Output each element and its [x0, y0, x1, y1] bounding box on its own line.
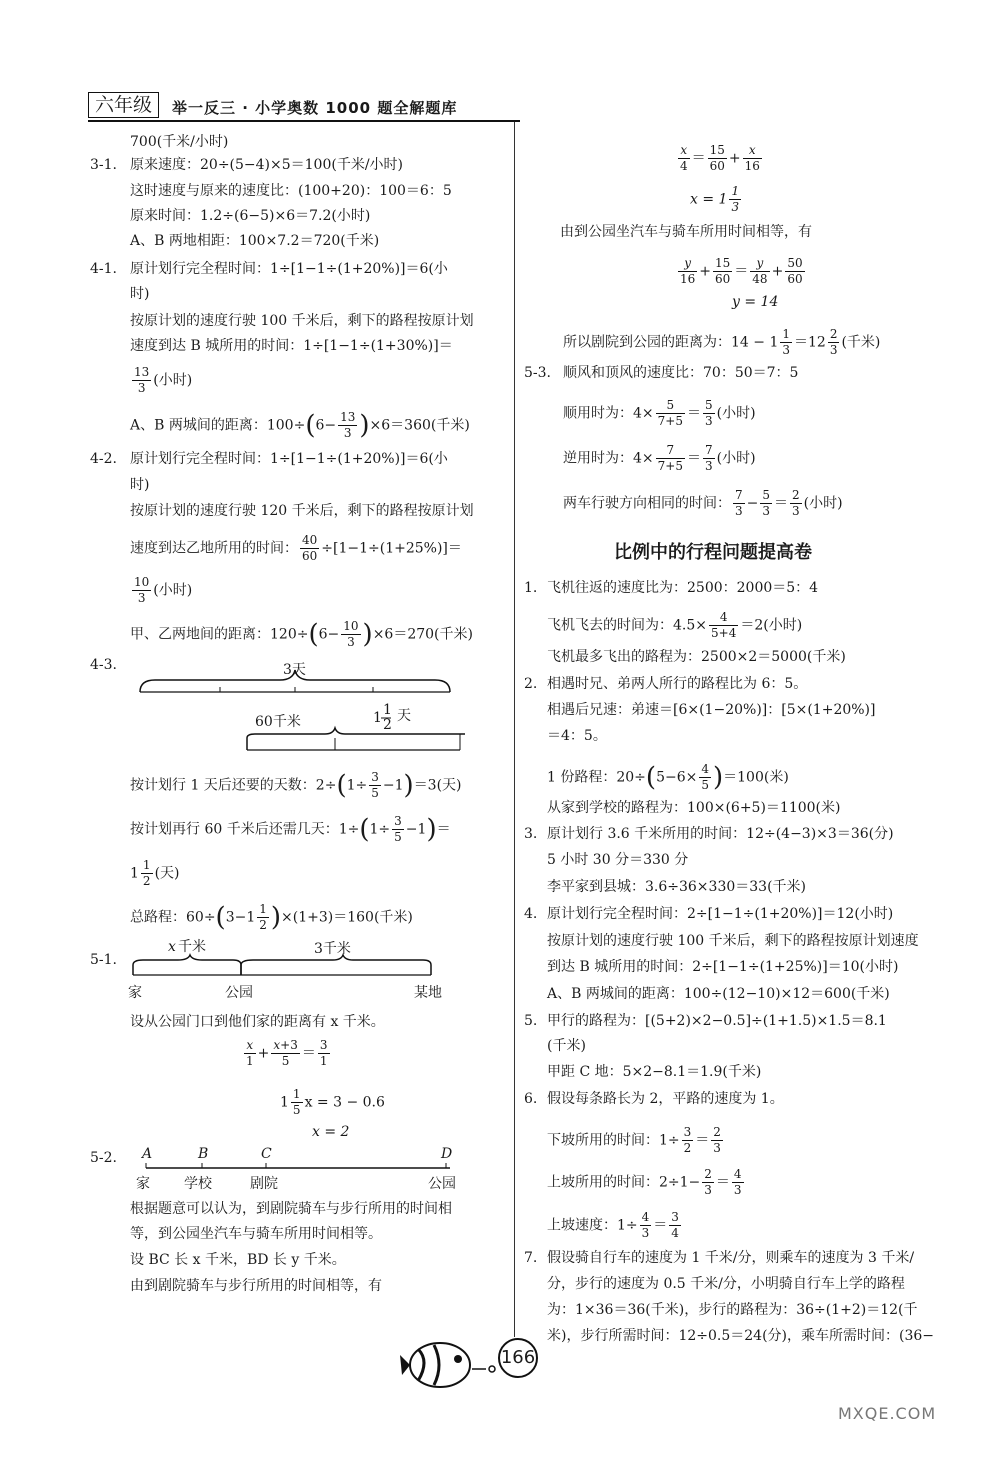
- fraction: $\frac{y}{48}$: [752, 256, 768, 286]
- problem-number: 5-3.: [524, 365, 551, 381]
- solution-line: 按计划行 1 天后还要的天数：2÷(1÷ $\frac{3}{5}$ −1)＝3(天): [130, 770, 462, 801]
- fraction: $\frac{7}{7+5}$: [657, 443, 683, 473]
- fraction: $\frac{5}{3}$: [762, 488, 771, 518]
- fraction: $\frac{5}{7+5}$: [657, 398, 683, 428]
- label-home: 家: [128, 985, 142, 1001]
- solution-line: 假设骑自行车的速度为 1 千米/分，则乘车的速度为 3 千米/: [547, 1250, 915, 1266]
- brace-60km: [247, 728, 465, 750]
- solution-line: 根据题意可以认为，到剧院骑车与步行所用的时间相: [130, 1201, 452, 1217]
- solution-line: 甲行的路程为：[(5+2)×2−0.5]÷(1+1.5)×1.5＝8.1: [547, 1013, 887, 1029]
- label-school: 学校: [184, 1176, 212, 1192]
- fraction: $\frac{3}{5}$: [394, 814, 402, 844]
- header-rule: [88, 120, 520, 122]
- solution-line: 总路程：60÷(3−1 $\frac{1}{2}$ )×(1+3)＝160(千米): [130, 902, 413, 933]
- problem-number: 4-2.: [90, 451, 117, 467]
- fraction: $\frac{40}{60}$: [302, 533, 318, 563]
- equation: $\frac{x}{1}$ + $\frac{x+3}{5}$ ＝ $\frac{3}{1}$: [246, 1038, 328, 1068]
- solution-line: 上坡所用的时间：2÷1− $\frac{2}{3}$ ＝ $\frac{4}{3}$: [547, 1167, 742, 1197]
- solution-line: 为：1×36＝36(千米)，步行的路程为：36÷(1+2)＝12(千: [547, 1302, 918, 1318]
- solution-line: $\frac{13}{3}$ (小时): [134, 365, 193, 395]
- fraction: $\frac{2}{3}$: [713, 1125, 721, 1155]
- equation: y = 14: [732, 294, 779, 310]
- problem-number: 4-1.: [90, 261, 117, 277]
- solution-line: 相遇时兄、弟两人所行的路程比为 6：5。: [547, 676, 808, 692]
- fraction: $\frac{x+3}{5}$: [273, 1038, 298, 1068]
- label-place: 某地: [414, 985, 442, 1001]
- column-divider: [514, 122, 515, 1337]
- fraction: $\frac{1}{3}$: [731, 184, 740, 214]
- solution-line: 时): [130, 286, 150, 302]
- fraction: $\frac{1}{2}$: [259, 902, 267, 932]
- solution-line: 设从公园门口到他们家的距离有 x 千米。: [130, 1014, 385, 1030]
- solution-line: 顺风和顶风的速度比：70：50＝7：5: [563, 365, 799, 381]
- diagram-5-1: [128, 935, 458, 1005]
- fraction: $\frac{3}{4}$: [671, 1210, 679, 1240]
- solution-line: 两车行驶方向相同的时间： $\frac{7}{3}$ − $\frac{5}{3}$ ＝ $\frac{2}{3}$ (小时): [563, 488, 843, 518]
- label-3km: 3千米: [314, 941, 351, 957]
- fraction: $\frac{7}{3}$: [735, 488, 743, 518]
- solution-line: 速度到达乙地所用的时间： $\frac{40}{60}$ ÷[1−1÷(1+25%)]＝: [130, 533, 462, 563]
- problem-number: 3-1.: [90, 157, 117, 173]
- problem-number: 4-3.: [90, 657, 117, 673]
- fraction: $\frac{1}{5}$: [292, 1087, 301, 1117]
- fraction: $\frac{2}{3}$: [792, 488, 800, 518]
- fraction: $\frac{50}{60}$: [787, 256, 803, 286]
- fraction: $\frac{15}{60}$: [715, 256, 731, 286]
- point-C: C: [261, 1146, 272, 1162]
- fraction: $\frac{15}{60}$: [709, 143, 725, 173]
- fraction: $\frac{3}{1}$: [319, 1038, 328, 1068]
- problem-number: 4.: [524, 906, 538, 922]
- fraction: $\frac{10}{3}$: [343, 619, 359, 649]
- equation: x = 1 $\frac{1}{3}$: [690, 184, 740, 214]
- solution-line: 到达 B 城所用的时间：2÷[1−1÷(1+25%)]＝10(小时): [547, 959, 899, 975]
- solution-line: 假设每条路长为 2，平路的速度为 1。: [547, 1091, 784, 1107]
- solution-line: 原计划行 3.6 千米所用的时间：12÷(4−3)×3＝36(分): [547, 826, 894, 842]
- fraction: $\frac{2}{3}$: [704, 1167, 712, 1197]
- label-theater: 剧院: [250, 1176, 278, 1192]
- watermark: MXQE.COM: [838, 1404, 937, 1423]
- label-den: 2: [383, 717, 392, 733]
- solution-line: (千米): [547, 1038, 586, 1054]
- fraction: $\frac{1}{3}$: [782, 327, 790, 357]
- brace-3km: [241, 955, 431, 975]
- page-number: 166: [498, 1338, 538, 1378]
- point-B: B: [198, 1146, 209, 1162]
- diagram-5-2: [128, 1142, 478, 1194]
- solution-line: 设 BC 长 x 千米，BD 长 y 千米。: [130, 1252, 346, 1268]
- fraction: $\frac{1}{2}$: [142, 858, 151, 888]
- fraction: $\frac{4}{5+4}$: [711, 610, 737, 640]
- solution-line: 按原计划的速度行驶 100 千米后，剩下的路程按原计划: [130, 313, 474, 329]
- solution-line: $\frac{10}{3}$ (小时): [134, 575, 193, 605]
- problem-number: 7.: [524, 1250, 538, 1266]
- solution-line: 顺用时为：4× $\frac{5}{7+5}$ ＝ $\frac{5}{3}$ (小时): [563, 398, 756, 428]
- label-park: 公园: [225, 985, 253, 1001]
- label-3-days: 3天: [283, 662, 306, 678]
- fraction: $\frac{5}{3}$: [704, 398, 713, 428]
- brace-x: [133, 955, 241, 975]
- solution-line: 飞机最多飞出的路程为：2500×2＝5000(千米): [547, 649, 846, 665]
- solution-line: 上坡速度：1÷ $\frac{4}{3}$ ＝ $\frac{3}{4}$: [547, 1210, 679, 1240]
- label-x-km: 千米: [178, 939, 206, 955]
- solution-line: 这时速度与原来的速度比：(100+20)：100＝6：5: [130, 183, 452, 199]
- fraction: $\frac{4}{5}$: [701, 762, 709, 792]
- fraction: $\frac{13}{3}$: [134, 365, 150, 395]
- problem-number: 1.: [524, 580, 538, 596]
- label-days: 天: [397, 708, 411, 724]
- solution-line: A、B 两城间的距离：100÷(12−10)×12＝600(千米): [547, 986, 890, 1002]
- solution-line: 甲、乙两地间的距离：120÷(6− $\frac{10}{3}$ )×6＝270(千米): [130, 619, 473, 650]
- solution-line: 米)，步行所需时间：12÷0.5＝24(分)，乘车所需时间：(36−: [547, 1328, 935, 1344]
- equation: $\frac{y}{16}$ + $\frac{15}{60}$ ＝ $\frac{y}{48}$ + $\frac{50}{60}$: [680, 256, 803, 286]
- problem-number: 3.: [524, 826, 538, 842]
- solution-line: 原来时间：1.2÷(6−5)×6＝7.2(小时): [130, 208, 371, 224]
- fraction: $\frac{2}{3}$: [829, 327, 838, 357]
- problem-number: 2.: [524, 676, 538, 692]
- fraction: $\frac{y}{16}$: [680, 256, 696, 286]
- label-x: x: [168, 939, 176, 955]
- solution-line: 原计划行完全程时间：1÷[1−1÷(1+20%)]＝6(小: [130, 451, 448, 467]
- solution-line: 按原计划的速度行驶 100 千米后，剩下的路程按原计划速度: [547, 933, 919, 949]
- equation: $\frac{x}{4}$ ＝ $\frac{15}{60}$ + $\frac{x}{16}$: [680, 143, 760, 173]
- solution-line: 速度到达 B 城所用的时间：1÷[1−1÷(1+30%)]＝: [130, 338, 453, 354]
- label-whole: 1: [373, 710, 382, 726]
- fraction: $\frac{7}{3}$: [704, 443, 713, 473]
- solution-line: 原来速度：20÷(5−4)×5＝100(千米/小时): [130, 157, 404, 173]
- label-park: 公园: [428, 1176, 456, 1192]
- running-header: [88, 92, 520, 122]
- solution-line: A、B 两城间的距离：100÷(6− $\frac{13}{3}$ )×6＝360(千米): [130, 410, 470, 441]
- solution-line: 所以剧院到公园的距离为：14 − 1 $\frac{1}{3}$ ＝12 $\frac{2}{3}$ (千米): [563, 327, 881, 357]
- point-D: D: [441, 1146, 453, 1162]
- problem-number: 6.: [524, 1091, 538, 1107]
- problem-number: 5-2.: [90, 1150, 117, 1166]
- solution-line: 由到剧院骑车与步行所用的时间相等，有: [130, 1278, 382, 1294]
- solution-line: 按计划再行 60 千米后还需几天：1÷(1÷ $\frac{3}{5}$ −1)＝: [130, 814, 451, 845]
- problem-number: 5.: [524, 1013, 538, 1029]
- fraction: $\frac{4}{3}$: [641, 1210, 650, 1240]
- solution-line: 下坡所用的时间：1÷ $\frac{3}{2}$ ＝ $\frac{2}{3}$: [547, 1125, 721, 1155]
- section-title: 比例中的行程问题提高卷: [614, 542, 812, 563]
- fraction: $\frac{x}{4}$: [680, 143, 688, 173]
- solution-line: 原计划行完全程时间：2÷[1−1÷(1+20%)]＝12(小时): [547, 906, 894, 922]
- solution-line: 分，步行的速度为 0.5 千米/分，小明骑自行车上学的路程: [547, 1276, 905, 1292]
- solution-line: 原计划行完全程时间：1÷[1−1÷(1+20%)]＝6(小: [130, 261, 448, 277]
- solution-line: 按原计划的速度行驶 120 千米后，剩下的路程按原计划: [130, 503, 474, 519]
- solution-line: 逆用时为：4× $\frac{7}{7+5}$ ＝ $\frac{7}{3}$ (小时): [563, 443, 756, 473]
- solution-line: ＝4：5。: [547, 728, 607, 744]
- solution-line: 1 $\frac{1}{2}$ (天): [130, 858, 180, 888]
- series-title: 举一反三 · 小学奥数 1000 题全解题库: [172, 99, 458, 117]
- equation: x = 2: [312, 1124, 350, 1140]
- solution-line: 时): [130, 477, 150, 493]
- point-A: A: [142, 1146, 153, 1162]
- solution-line: 从家到学校的路程为：100×(6+5)＝1100(米): [547, 800, 841, 816]
- label-60km: 60千米: [255, 714, 301, 730]
- solution-line: 5 小时 30 分＝330 分: [547, 852, 689, 868]
- fraction: $\frac{x}{16}$: [744, 143, 760, 173]
- label-home: 家: [136, 1176, 150, 1192]
- solution-line: 飞机飞去的时间为：4.5× $\frac{4}{5+4}$ ＝2(小时): [547, 610, 803, 640]
- fraction: $\frac{4}{3}$: [733, 1167, 742, 1197]
- solution-line: A、B 两地相距：100×7.2＝720(千米): [130, 233, 380, 249]
- solution-line: 1 份路程：20÷(5−6× $\frac{4}{5}$ )＝100(米): [547, 762, 789, 793]
- solution-line: 甲距 C 地：5×2−8.1＝1.9(千米): [547, 1064, 762, 1080]
- label-num: 1: [383, 702, 392, 718]
- solution-line: 由到公园坐汽车与骑车所用时间相等，有: [560, 224, 812, 240]
- fraction: $\frac{3}{2}$: [683, 1125, 692, 1155]
- problem-number: 5-1.: [90, 952, 117, 968]
- fraction: $\frac{3}{5}$: [371, 770, 379, 800]
- fish-icon: [400, 1335, 496, 1395]
- fraction: $\frac{x}{1}$: [246, 1038, 254, 1068]
- equation: 1 $\frac{1}{5}$ x = 3 − 0.6: [280, 1087, 385, 1117]
- fraction: $\frac{10}{3}$: [134, 575, 150, 605]
- grade-label: 六年级: [88, 92, 159, 118]
- solution-line: 飞机往返的速度比为：2500：2000＝5：4: [547, 580, 819, 596]
- continued-line: 700(千米/小时): [130, 134, 229, 150]
- diagram-4-3: [135, 650, 465, 760]
- fraction: $\frac{13}{3}$: [340, 410, 356, 440]
- solution-line: 李平家到县城：3.6÷36×330＝33(千米): [547, 879, 806, 895]
- solution-line: 相遇后兄速：弟速＝[6×(1−20%)]：[5×(1+20%)]: [547, 702, 876, 718]
- solution-line: 等，到公园坐汽车与骑车所用时间相等。: [130, 1226, 382, 1242]
